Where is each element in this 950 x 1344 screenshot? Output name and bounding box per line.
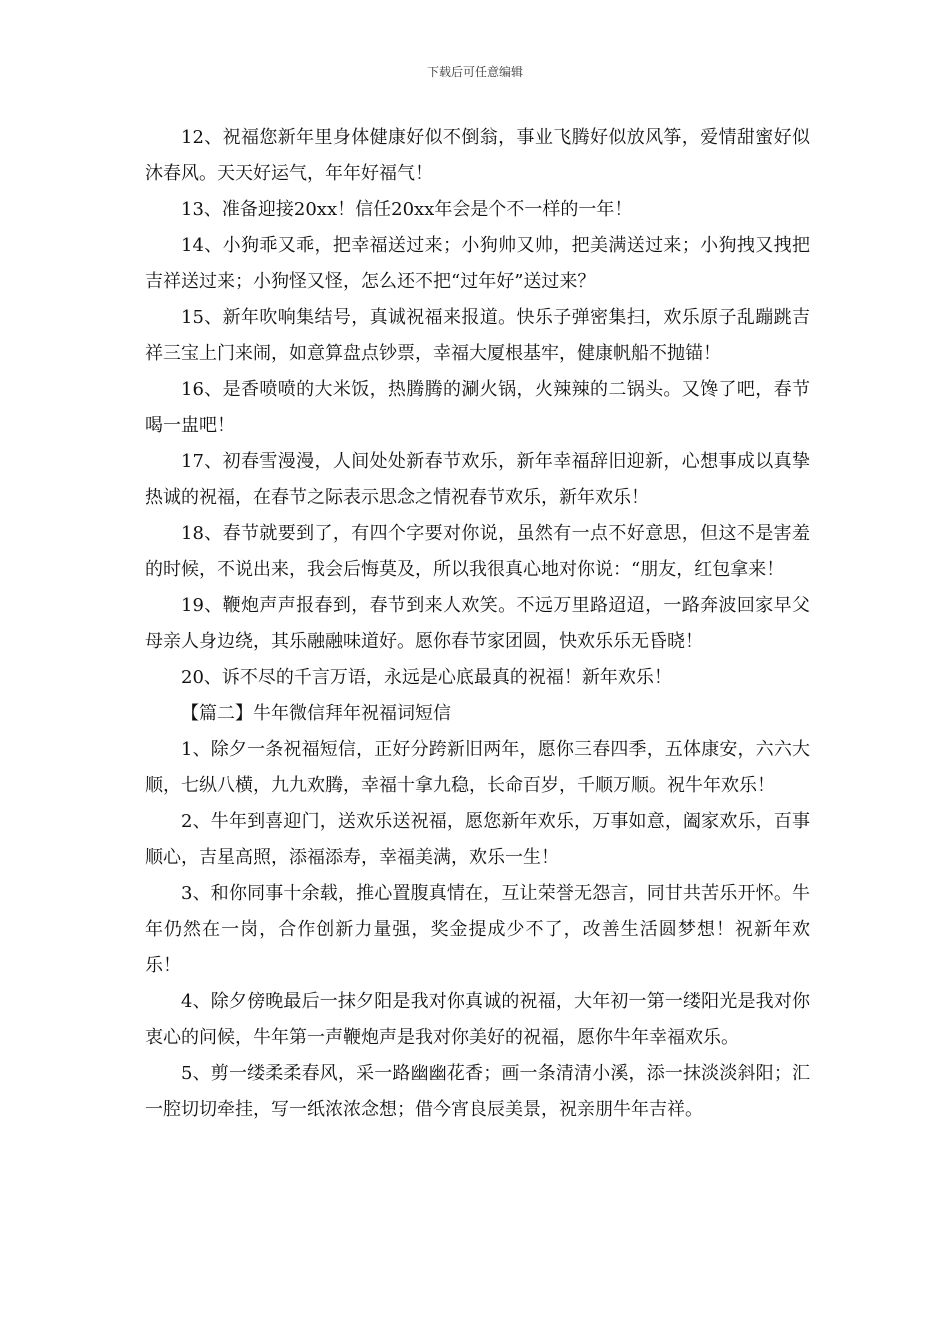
paragraph-17: 17、初春雪漫漫，人间处处新春节欢乐，新年幸福辞旧迎新，心想事成以真挚热诚的祝福，在春节之际表示思念之情祝春节欢乐，新年欢乐！	[145, 451, 810, 508]
section-heading-part-two: 【篇二】牛年微信拜年祝福词短信	[181, 703, 451, 724]
paragraph-14: 14、小狗乖又乖，把幸福送过来；小狗帅又帅，把美满送过来；小狗拽又拽把吉祥送过来；小狗怪又怪，怎么还不把“过年好”送过来？	[145, 235, 810, 292]
paragraph-19: 19、鞭炮声声报春到，春节到来人欢笑。不远万里路迢迢，一路奔波回家早父母亲人身边绕，其乐融融味道好。愿你春节家团圆，快欢乐乐无昏晓！	[145, 595, 810, 652]
paragraph-15: 15、新年吹响集结号，真诚祝福来报道。快乐子弹密集扫，欢乐原子乱蹦跳吉祥三宝上门来闹，如意算盘点钞票，幸福大厦根基牢，健康帆船不抛锚！	[145, 307, 810, 364]
paragraph-16: 16、是香喷喷的大米饭，热腾腾的涮火锅，火辣辣的二锅头。又馋了吧，春节喝一盅吧！	[145, 379, 810, 436]
paragraph-20: 20、诉不尽的千言万语，永远是心底最真的祝福！新年欢乐！	[181, 667, 672, 688]
paragraph-part2-3: 3、和你同事十余载，推心置腹真情在，互让荣誉无怨言，同甘共苦乐开怀。牛年仍然在一岗，合作创新力量强，奖金提成少不了，改善生活圆梦想！祝新年欢乐！	[145, 883, 810, 976]
paragraph-part2-4: 4、除夕傍晚最后一抹夕阳是我对你真诚的祝福，大年初一第一缕阳光是我对你衷心的问候，牛年第一声鞭炮声是我对你美好的祝福，愿你牛年幸福欢乐。	[145, 991, 810, 1048]
page-header-note: 下载后可任意编辑	[426, 65, 523, 79]
paragraph-part2-2: 2、牛年到喜迎门，送欢乐送祝福，愿您新年欢乐，万事如意，阖家欢乐，百事顺心，吉星高照，添福添寿，幸福美满，欢乐一生！	[145, 811, 810, 868]
paragraph-part2-5: 5、剪一缕柔柔春风，采一路幽幽花香；画一条清清小溪，添一抹淡淡斜阳；汇一腔切切牵挂，写一纸浓浓念想；借今宵良辰美景，祝亲朋牛年吉祥。	[145, 1063, 810, 1120]
paragraph-18: 18、春节就要到了，有四个字要对你说，虽然有一点不好意思，但这不是害羞的时候，不说出来，我会后悔莫及，所以我很真心地对你说：“朋友，红包拿来！	[145, 523, 810, 580]
paragraph-13: 13、准备迎接20xx！信任20xx年会是个不一样的一年！	[181, 199, 633, 220]
document-body	[145, 120, 810, 1128]
paragraph-part2-1: 1、除夕一条祝福短信，正好分跨新旧两年，愿你三春四季，五体康安，六六大顺，七纵八横，九九欢腾，幸福十拿九稳，长命百岁，千顺万顺。祝牛年欢乐！	[145, 739, 810, 796]
paragraph-12: 12、祝福您新年里身体健康好似不倒翁，事业飞腾好似放风筝，爱情甜蜜好似沐春风。天天好运气，年年好福气！	[145, 127, 810, 184]
